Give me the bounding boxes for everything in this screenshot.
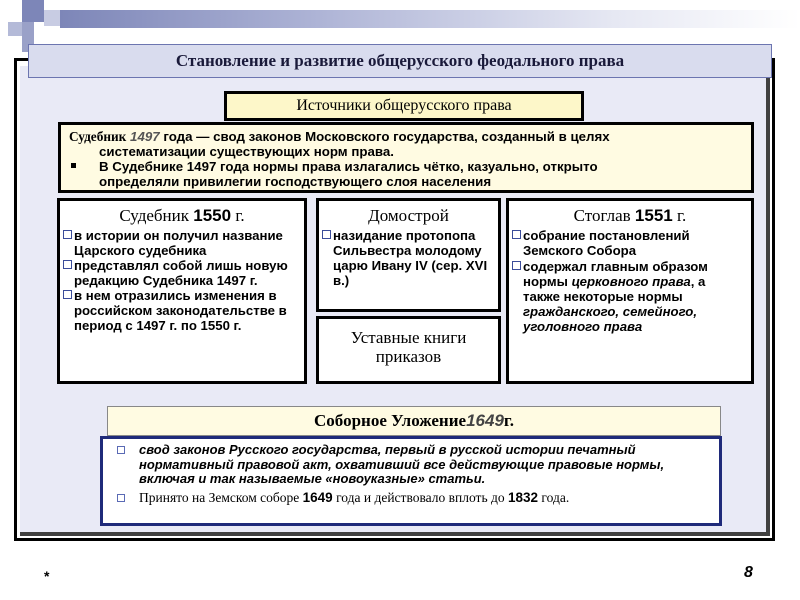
deco-square bbox=[8, 22, 22, 36]
bullet-icon bbox=[71, 163, 76, 168]
sudebnik-1550-box bbox=[57, 198, 307, 384]
deco-square bbox=[22, 0, 44, 22]
sudebnik-1497-bullet-line2: определяли привилегии господствующего слоя населения bbox=[99, 174, 492, 189]
sobornoe-ulozhenie-box bbox=[100, 436, 722, 526]
checkbox-bullet-icon bbox=[512, 261, 521, 270]
ustavnye-knigi-box bbox=[316, 316, 501, 384]
checkbox-bullet-icon bbox=[63, 290, 72, 299]
ustavnye-knigi-heading: Уставные книги приказов bbox=[350, 328, 467, 366]
list-item: в истории он получил название Царского судебника bbox=[66, 228, 298, 258]
list-item: Принято на Земском соборе 1649 года и действовало вплоть до 1832 года. bbox=[115, 491, 711, 506]
sudebnik-1497-box bbox=[58, 122, 754, 193]
checkbox-bullet-icon bbox=[512, 230, 521, 239]
list-item: содержал главным образом нормы церковного права, а также некоторые нормы гражданского, семейного, уголовного права bbox=[515, 259, 745, 334]
list-item: назидание протопопа Сильвестра молодому царю Ивану IV (сер. XVI в.) bbox=[325, 228, 492, 288]
stoglav-box bbox=[506, 198, 754, 384]
domostroy-box bbox=[316, 198, 501, 312]
checkbox-bullet-icon bbox=[117, 446, 125, 454]
checkbox-bullet-icon bbox=[322, 230, 331, 239]
sobornoe-ulozhenie-heading: Соборное Уложение 1649 г. bbox=[107, 406, 721, 436]
stoglav-heading: Стоглав 1551 г. bbox=[573, 206, 687, 225]
footer-asterisk: * bbox=[44, 568, 50, 584]
list-item: собрание постановлений Земского Собора bbox=[515, 228, 745, 258]
sudebnik-1497-bullet: В Судебнике 1497 года нормы права излагались чётко, казуально, открыто bbox=[69, 159, 743, 174]
checkbox-bullet-icon bbox=[117, 494, 125, 502]
sudebnik-1497-desc-line2: систематизации существующих норм права. bbox=[99, 144, 394, 159]
list-item: в нем отразились изменения в российском законодательстве в период с 1497 г. по 1550 г. bbox=[66, 288, 298, 333]
sudebnik-1497-desc: года — свод законов Московского государства, созданный в целях bbox=[159, 129, 610, 144]
checkbox-bullet-icon bbox=[63, 230, 72, 239]
slide-title: Становление и развитие общерусского феодального права bbox=[28, 44, 772, 78]
domostroy-heading: Домострой bbox=[368, 206, 449, 225]
sources-heading: Источники общерусского права bbox=[224, 91, 584, 121]
page-number: 8 bbox=[744, 564, 753, 581]
checkbox-bullet-icon bbox=[63, 260, 72, 269]
deco-square bbox=[44, 10, 60, 26]
list-item: свод законов Русского государства, первый в русской истории печатный нормативный правовой акт, охвативший все действующие правовые нормы, включая и так называемые «новоуказные» статьи. bbox=[115, 443, 711, 487]
sudebnik-1497-year: 1497 bbox=[130, 129, 160, 144]
sudebnik-1550-heading: Судебник 1550 г. bbox=[119, 206, 245, 225]
sudebnik-1497-label: Судебник bbox=[69, 129, 127, 144]
deco-gradient-bar bbox=[60, 10, 800, 28]
list-item: представлял собой лишь новую редакцию Судебника 1497 г. bbox=[66, 258, 298, 288]
